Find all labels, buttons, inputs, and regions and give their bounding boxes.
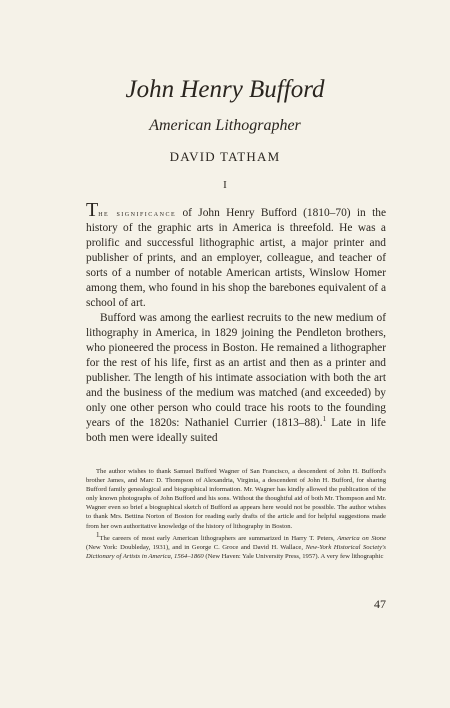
paragraph-2-text: Bufford was among the earliest recruits to the new medium of lithography in America, in 1829 joining the Pendleton brothers, who pioneered the process in Boston. He remained a lithographer for the rest of his life, first as an artist and then as a printer and publisher. The length of his intimate association with both the art and the business of the medium was matched (and exceeded) by only one other person who could trace his roots to the founding years of the 1820s: Nathaniel Currier (1813–88). xyxy=(86,312,386,429)
footnote-1-text-c: (New Haven: Yale University Press, 1957). A very few lithographic xyxy=(203,552,384,560)
paragraph-2 xyxy=(86,311,386,446)
paragraph-1-text: of John Henry Bufford (1810–70) in the history of the graphic arts in America is threefold. He was a prolific and successful lithographic artist, a major printer and publisher of prints, and an employer, colleague, and teacher of sorts of a number of notable American artists, Winslow Homer among them, who found in his shop the barebones equivalent of a school of art. xyxy=(86,207,386,309)
footnote-acknowledgment: The author wishes to thank Samuel Bufford Wagner of San Francisco, a descendent of John H. Bufford's brother James, and Marc D. Thompson of Alexandria, Virginia, a descendent of John H. Bufford, for sharing Bufford family genealogical and biographical information. Mr. Wagner has kindly allowed the publication of the only known photographs of John Bufford and his sons. Without the thoughtful aid of both Mr. Thompson and Mr. Wagner even so brief a biographical sketch of Bufford as appears here would not be possible. The author wishes to thank Mrs. Bettina Norton of Boston for reading early drafts of the article and for helpful suggestions made from her own authoritative knowledge of the history of lithography in Boston. xyxy=(86,468,386,530)
footnote-1 xyxy=(86,530,387,561)
drop-cap: T xyxy=(86,199,99,221)
opening-small-caps: he significance xyxy=(98,208,177,218)
article-title: John Henry Bufford xyxy=(125,76,325,103)
article-body xyxy=(86,199,386,446)
footnote-1-text-a: The careers of most early American lithographers are summarized in Harry T. Peters, xyxy=(99,534,338,542)
paragraph-2-text-end: Late in life both men were ideally suited xyxy=(86,417,386,444)
footnote-number: 1 xyxy=(96,530,100,539)
article-author: DAVID TATHAM xyxy=(169,149,281,164)
article-subtitle: American Lithographer xyxy=(149,117,301,134)
section-number: I xyxy=(223,179,227,191)
book-title-america-on-stone: America on Stone xyxy=(337,534,386,542)
page-number: 47 xyxy=(374,597,386,611)
book-title-dictionary-of-artists: New-York Historical Society's Dictionary of Artists in America, 1564–1860 xyxy=(86,543,387,560)
footnotes xyxy=(86,467,386,561)
footnote-reference: 1 xyxy=(322,415,327,424)
footnote-1-text-b: (New York: Doubleday, 1931), and in George C. Groce and David H. Wallace, xyxy=(86,543,306,551)
paragraph-1 xyxy=(86,199,386,311)
